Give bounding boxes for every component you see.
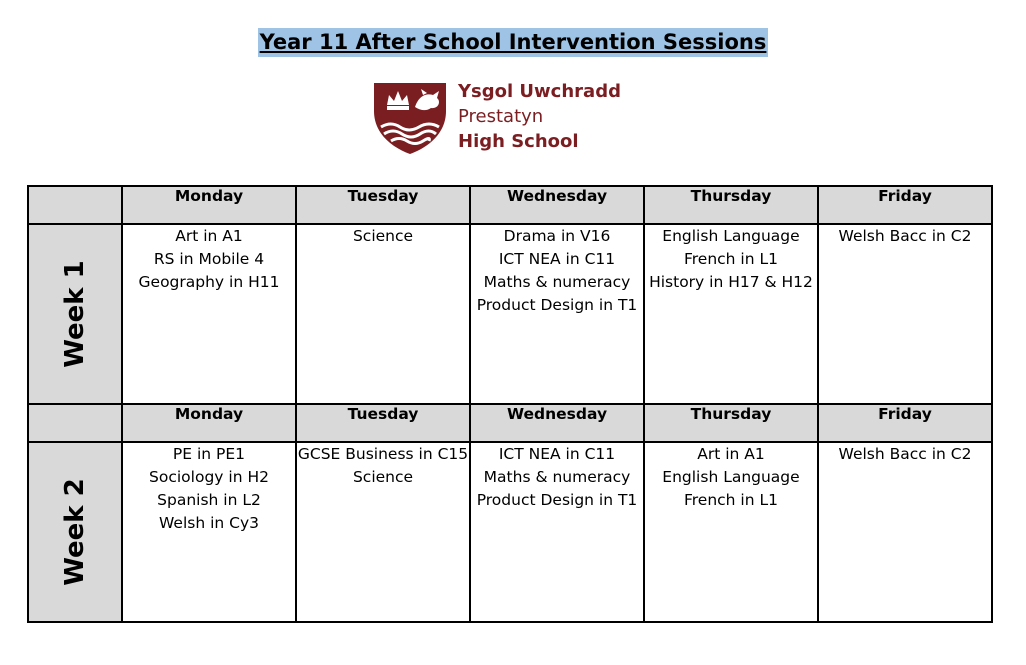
session-entry: Science <box>352 468 414 486</box>
session-cell <box>296 442 470 622</box>
session-cell <box>644 224 818 404</box>
session-cell <box>296 224 470 404</box>
week2-header-row <box>28 404 992 442</box>
session-entry: English Language <box>662 468 800 486</box>
session-entry: French in L1 <box>683 250 778 268</box>
day-header-friday: Friday <box>818 404 992 442</box>
day-header-tuesday: Tuesday <box>296 404 470 442</box>
session-entry: ICT NEA in C11 <box>498 445 616 463</box>
session-cell <box>122 442 296 622</box>
school-name-town: Prestatyn <box>458 106 544 127</box>
week-label-cell <box>28 224 122 404</box>
week1-header-row <box>28 186 992 224</box>
day-header-thursday: Thursday <box>644 404 818 442</box>
session-entry: Spanish in L2 <box>157 491 261 509</box>
day-header-monday: Monday <box>122 404 296 442</box>
session-entry: English Language <box>662 227 800 245</box>
week1-sessions-row <box>28 224 992 404</box>
session-entry: Maths & numeracy <box>483 468 631 486</box>
school-logo <box>371 79 631 157</box>
session-entry: Geography in H11 <box>138 273 280 291</box>
day-header-thursday: Thursday <box>644 186 818 224</box>
week2-sessions-row <box>28 442 992 622</box>
session-entry: Drama in V16 <box>503 227 611 245</box>
corner-cell <box>28 404 122 442</box>
session-entry: Product Design in T1 <box>476 296 638 314</box>
school-crest-icon <box>371 81 449 155</box>
session-entry: ICT NEA in C11 <box>498 250 616 268</box>
session-entry: GCSE Business in C15 <box>297 445 469 463</box>
day-header-tuesday: Tuesday <box>296 186 470 224</box>
session-entry: Art in A1 <box>175 227 243 245</box>
session-entry: PE in PE1 <box>172 445 246 463</box>
day-header-wednesday: Wednesday <box>470 186 644 224</box>
session-entry: French in L1 <box>683 491 778 509</box>
session-cell <box>818 442 992 622</box>
session-cell <box>644 442 818 622</box>
day-header-friday: Friday <box>818 186 992 224</box>
school-name <box>458 79 621 154</box>
school-name-english: High School <box>458 131 579 152</box>
session-entry: Maths & numeracy <box>483 273 631 291</box>
session-entry: Welsh Bacc in C2 <box>838 445 972 463</box>
session-entry: Welsh in Cy3 <box>158 514 259 532</box>
corner-cell <box>28 186 122 224</box>
session-cell <box>818 224 992 404</box>
timetable <box>27 185 993 623</box>
session-entry: Art in A1 <box>697 445 765 463</box>
day-header-monday: Monday <box>122 186 296 224</box>
week-label: Week 2 <box>60 478 90 586</box>
day-header-wednesday: Wednesday <box>470 404 644 442</box>
week-label-cell <box>28 442 122 622</box>
session-cell <box>470 224 644 404</box>
session-entry: Product Design in T1 <box>476 491 638 509</box>
session-entry: Sociology in H2 <box>149 468 269 486</box>
session-cell <box>122 224 296 404</box>
page-title-wrapper <box>0 28 1026 57</box>
session-cell <box>470 442 644 622</box>
school-name-welsh: Ysgol Uwchradd <box>458 81 621 102</box>
session-entry: RS in Mobile 4 <box>153 250 265 268</box>
session-entry: Science <box>352 227 414 245</box>
session-entry: Welsh Bacc in C2 <box>838 227 972 245</box>
page-title: Year 11 After School Intervention Sessions <box>258 28 769 57</box>
session-entry: History in H17 & H12 <box>649 273 813 291</box>
week-label: Week 1 <box>60 260 90 368</box>
